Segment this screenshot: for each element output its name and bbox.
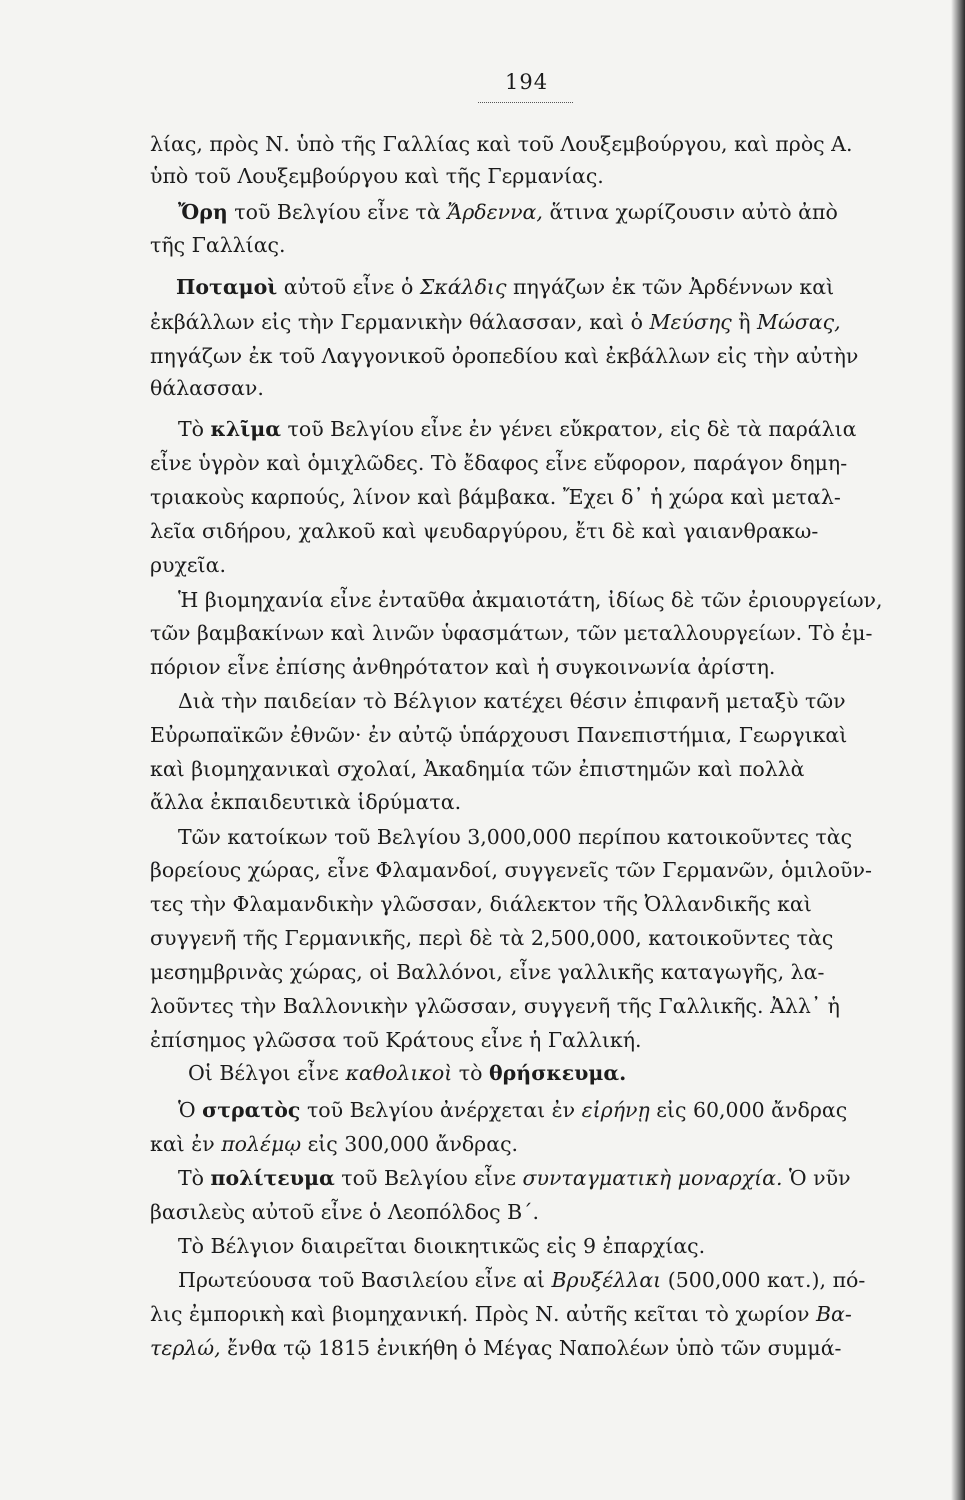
text-line [150, 552, 226, 578]
text-line [150, 375, 264, 401]
text-line [150, 925, 833, 951]
text-segment: τῶν βαμβακίνων καὶ λινῶν ὑφασμάτων, τῶν μεταλλουργείων. Τὸ ἐμ- [150, 621, 873, 645]
italic-term: καθολικοὶ [345, 1061, 453, 1085]
text-segment: εἰς 300,000 ἄνδρας. [301, 1132, 519, 1156]
text-segment: λις ἐμπορικὴ καὶ βιομηχανική. Πρὸς Ν. αὐτῆς κεῖται τὸ χωρίον [150, 1302, 816, 1326]
text-segment: Τὸ [178, 1166, 211, 1190]
text-segment: τῆς Γαλλίας. [150, 233, 286, 257]
text-line [150, 1131, 518, 1157]
text-segment: συγγενῆ τῆς Γερμανικῆς, περὶ δὲ τὰ 2,500,000, κατοικοῦντες τὰς [150, 926, 834, 950]
text-segment: βορείους χώρας, εἶνε Φλαμανδοί, συγγενεῖς τῶν Γερμανῶν, ὁμιλοῦν- [150, 858, 872, 882]
italic-term: εἰρήνῃ [581, 1098, 650, 1122]
text-segment: πηγάζων ἐκ τῶν Ἀρδέννων καὶ [506, 275, 835, 299]
italic-term: Βα- [815, 1302, 852, 1326]
text-segment: λοῦντες τὴν Βαλλονικὴν γλῶσσαν, συγγενῆ τῆς Γαλλικῆς. Ἀλλ᾽ ἡ [150, 994, 840, 1018]
text-line [150, 518, 818, 544]
text-line [178, 1267, 865, 1293]
text-line [178, 1233, 705, 1259]
italic-term: Σκάλδις [419, 275, 507, 299]
text-segment: τὸ [452, 1061, 489, 1085]
text-line [178, 1165, 851, 1191]
text-line [178, 416, 856, 442]
text-line [150, 1335, 841, 1361]
text-line [150, 1199, 539, 1225]
text-line [150, 620, 872, 646]
bold-heading-word: θρήσκευμα. [489, 1061, 627, 1085]
text-line [150, 654, 775, 680]
text-segment: λίας, πρὸς Ν. ὑπὸ τῆς Γαλλίας καὶ τοῦ Λουξεμβούργου, καὶ πρὸς Α. [150, 132, 853, 156]
text-line [150, 722, 847, 748]
text-segment: Οἱ Βέλγοι εἶνε [188, 1061, 346, 1085]
text-segment: πηγάζων ἐκ τοῦ Λαγγονικοῦ ὀροπεδίου καὶ ἐκβάλλων εἰς τὴν αὐτὴν [150, 344, 859, 368]
text-segment: ἐπίσημος γλῶσσα τοῦ Κράτους εἶνε ἡ Γαλλική. [150, 1028, 642, 1052]
text-segment: τοῦ Βελγίου εἶνε τὰ [227, 200, 448, 224]
text-segment: Τὸ Βέλγιον διαιρεῖται διοικητικῶς εἰς 9 ἐπαρχίας. [178, 1234, 706, 1258]
text-line [150, 343, 858, 369]
italic-term: συνταγματικὴ μοναρχία. [522, 1166, 783, 1190]
bold-heading-word: στρατὸς [202, 1098, 301, 1122]
page-number: 194 [505, 70, 549, 94]
text-segment: Διὰ τὴν παιδείαν τὸ Βέλγιον κατέχει θέσιν ἐπιφανῆ μεταξὺ τῶν [178, 689, 846, 713]
text-line [150, 163, 604, 189]
text-line [150, 232, 286, 258]
text-segment: λεῖα σιδήρου, χαλκοῦ καὶ ψευδαργύρου, ἔτι δὲ καὶ γαιανθρακω- [150, 519, 819, 543]
text-segment: ρυχεῖα. [150, 553, 226, 577]
text-line [178, 587, 883, 613]
text-segment: πόριον εἶνε ἐπίσης ἀνθηρότατον καὶ ἡ συγκοινωνία ἀρίστη. [150, 655, 776, 679]
text-segment: αὐτοῦ εἶνε ὁ [277, 275, 420, 299]
text-segment: εἰς 60,000 ἄνδρας [649, 1098, 848, 1122]
text-line [188, 1060, 626, 1086]
text-segment: Πρωτεύουσα τοῦ Βασιλείου εἶνε αἱ [178, 1268, 552, 1292]
text-line [150, 1027, 642, 1053]
text-segment: ἐκβάλλων εἰς τὴν Γερμανικὴν θάλασσαν, καὶ ὁ [150, 310, 650, 334]
text-segment: ἅτινα χωρίζουσιν αὐτὸ ἀπὸ [542, 200, 838, 224]
italic-term: Βρυξέλλαι [551, 1268, 662, 1292]
text-line [178, 688, 846, 714]
text-segment: Τὸ [178, 417, 211, 441]
page-edge-shadow [951, 0, 965, 1500]
text-line [150, 484, 841, 510]
text-segment: βασιλεὺς αὐτοῦ εἶνε ὁ Λεοπόλδος Β΄. [150, 1200, 539, 1224]
text-segment: καὶ ἐν [150, 1132, 222, 1156]
text-segment: τοῦ Βελγίου εἶνε [334, 1166, 523, 1190]
italic-term: τερλώ, [150, 1336, 221, 1360]
text-line [150, 1301, 852, 1327]
italic-term: Μώσας, [757, 310, 841, 334]
text-line [150, 756, 805, 782]
text-line [178, 199, 838, 225]
text-line [150, 450, 847, 476]
text-segment: τοῦ Βελγίου ἀνέρχεται ἐν [300, 1098, 582, 1122]
text-segment: εἶνε ὑγρὸν καὶ ὁμιχλῶδες. Τὸ ἔδαφος εἶνε εὔφορον, παράγον δημη- [150, 451, 848, 475]
text-segment: τριακοὺς καρπούς, λίνον καὶ βάμβακα. Ἔχει δ᾽ ἡ χώρα καὶ μεταλ- [150, 485, 841, 509]
text-segment: (500,000 κατ.), πό- [661, 1268, 866, 1292]
text-segment: θάλασσαν. [150, 376, 264, 400]
text-line [150, 959, 824, 985]
text-line [150, 993, 840, 1019]
text-line [150, 857, 872, 883]
text-segment: ἔνθα τῷ 1815 ἐνικήθη ὁ Μέγας Ναπολέων ὑπὸ τῶν συμμά- [220, 1336, 842, 1360]
text-segment: ὑπὸ τοῦ Λουξεμβούργου καὶ τῆς Γερμανίας. [150, 164, 604, 188]
italic-term: Ἄρδεννα, [447, 200, 543, 224]
text-segment: Εὐρωπαϊκῶν ἐθνῶν· ἐν αὐτῷ ὑπάρχουσι Πανεπιστήμια, Γεωργικαὶ [150, 723, 848, 747]
text-segment: Τῶν κατοίκων τοῦ Βελγίου 3,000,000 περίπου κατοικοῦντες τὰς [178, 825, 853, 849]
text-segment: καὶ βιομηχανικαὶ σχολαί, Ἀκαδημία τῶν ἐπιστημῶν καὶ πολλὰ [150, 757, 805, 781]
page-number-rule [478, 102, 573, 103]
bold-heading-word: κλῖμα [210, 417, 281, 441]
text-segment: τοῦ Βελγίου εἶνε ἐν γένει εὔκρατον, εἰς δὲ τὰ παράλια [281, 417, 857, 441]
italic-term: Μεύσης [649, 310, 732, 334]
text-segment: μεσημβρινὰς χώρας, οἱ Βαλλόνοι, εἶνε γαλλικῆς καταγωγῆς, λα- [150, 960, 825, 984]
text-segment: ἄλλα ἐκπαιδευτικὰ ἱδρύματα. [150, 790, 462, 814]
text-line [178, 824, 852, 850]
text-segment: Ἡ βιομηχανία εἶνε ἐνταῦθα ἀκμαιοτάτη, ἰδίως δὲ τῶν ἐριουργείων, [178, 588, 883, 612]
text-line [150, 131, 852, 157]
text-segment: Ὁ νῦν [782, 1166, 851, 1190]
text-line [150, 789, 461, 815]
text-line [178, 1097, 847, 1123]
bold-heading-word: Ὄρη [178, 200, 228, 224]
text-line [150, 309, 841, 335]
text-segment: Ὁ [178, 1098, 203, 1122]
text-segment: τες τὴν Φλαμανδικὴν γλῶσσαν, διάλεκτον τῆς Ὀλλανδικῆς καὶ [150, 892, 812, 916]
text-line [176, 274, 834, 300]
italic-term: πολέμῳ [221, 1132, 302, 1156]
text-segment: ἢ [731, 310, 758, 334]
text-line [150, 891, 812, 917]
bold-heading-word: Ποταμοὶ [176, 275, 278, 299]
bold-heading-word: πολίτευμα [210, 1166, 335, 1190]
